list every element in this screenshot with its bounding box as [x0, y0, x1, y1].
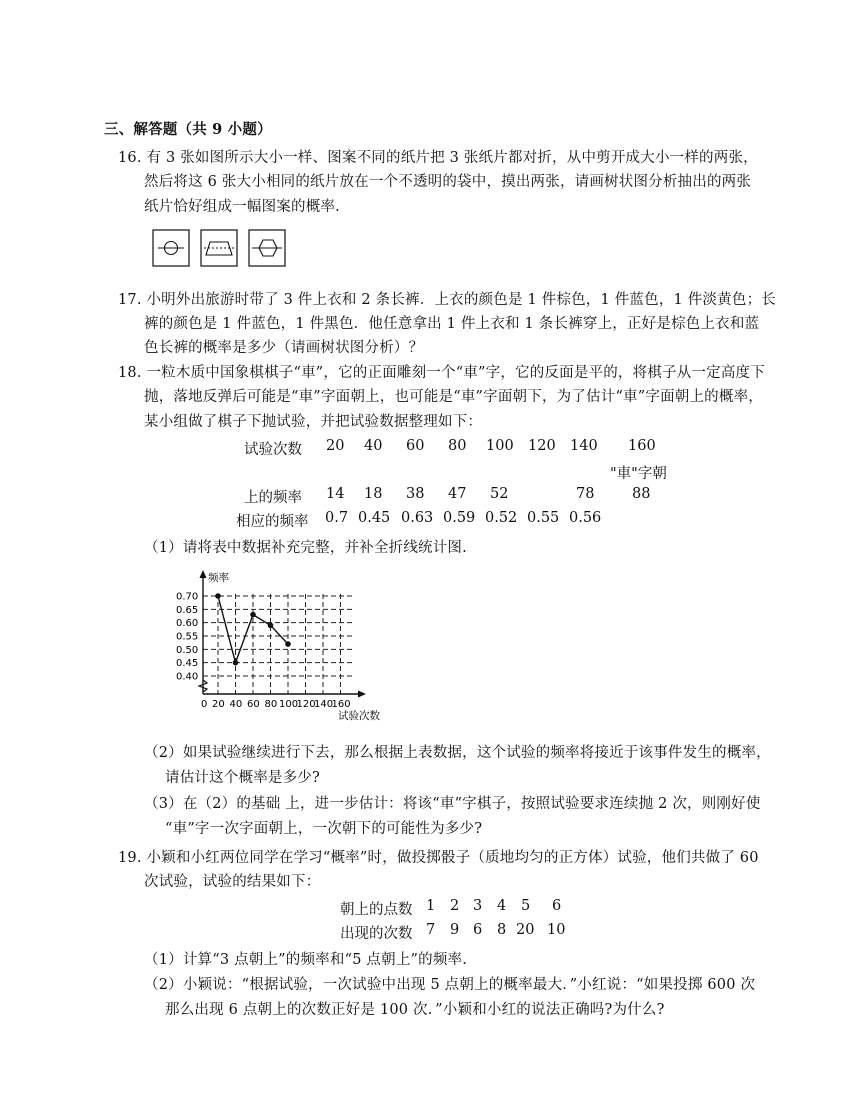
- table-cell: 0.55: [527, 510, 560, 526]
- card-circle-icon: [153, 230, 189, 266]
- y-tick-label: 0.65: [176, 604, 199, 616]
- x-tick-label: 60: [247, 699, 260, 710]
- y-tick-label: 0.55: [176, 631, 199, 643]
- x-tick-label: 100: [279, 699, 299, 710]
- q16-line-3: 纸片恰好组成一幅图案的概率.: [144, 199, 340, 215]
- table-cell: 4: [497, 898, 507, 914]
- table-header-up-b: 上的频率: [244, 490, 302, 506]
- x-tick-label: 120: [296, 699, 316, 710]
- y-axis-arrow-icon: [200, 570, 207, 578]
- q18-part-2-line-1: （2）如果试验继续进行下去，那么根据上表数据，这个试验的频率将接近于该事件发生的概率，: [144, 745, 771, 761]
- chart-x-ticks: [212, 699, 351, 710]
- chart-y-ticks: [176, 592, 198, 683]
- table-header-trials: 试验次数: [244, 442, 302, 458]
- data-point: [233, 660, 239, 666]
- chart-grid: [203, 594, 354, 694]
- table-cell: 80: [448, 438, 467, 454]
- q16-line-1: 16. 有 3 张如图所示大小一样、图案不同的纸片把 3 张纸片都对折，从中剪开成大小一样的两张，: [118, 150, 758, 166]
- table-cell: 3: [473, 898, 483, 914]
- q17-line-1: 17. 小明外出旅游时带了 3 件上衣和 2 条长裤．上衣的颜色是 1 件棕色，1 件蓝色，1 件淡黄色；长: [118, 292, 776, 308]
- q18-part-2-line-2: 请估计这个概率是多少?: [165, 770, 320, 786]
- table-cell: 18: [364, 486, 383, 502]
- card-trapezoid-icon: [201, 230, 237, 266]
- table-cell: 6: [473, 922, 483, 938]
- y-tick-label: 0.70: [176, 591, 199, 603]
- table-header-freq: 相应的频率: [236, 514, 309, 530]
- q18-line-3: 某小组做了棋子下抛试验，并把试验数据整理如下：: [144, 414, 483, 430]
- table-cell: 0.7: [325, 510, 349, 526]
- table-cell: 0.45: [358, 510, 391, 526]
- x-tick-label: 140: [314, 699, 334, 710]
- y-tick-label: 0.40: [176, 671, 199, 683]
- table-header-up-a: "車"字朝: [610, 466, 667, 482]
- table-cell: 8: [497, 922, 507, 938]
- table-header-points: 朝上的点数: [340, 902, 413, 918]
- q19-line-1: 19. 小颖和小红两位同学在学习“概率”时，做投掷骰子（质地均匀的正方体）试验，他们共做了 60: [118, 850, 759, 866]
- table-cell: 160: [628, 438, 656, 454]
- table-cell: 2: [450, 898, 460, 914]
- q18-line-1: 18. 一粒木质中国象棋棋子“車”，它的正面雕刻一个“車”字，它的反面是平的，将棋子从一定高度下: [118, 365, 765, 381]
- table-cell: 100: [486, 438, 514, 454]
- x-tick-label: 20: [212, 699, 225, 710]
- card-hexagon-icon: [249, 230, 285, 266]
- table-cell: 20: [516, 922, 535, 938]
- table-header-counts: 出现的次数: [340, 926, 413, 942]
- chart-origin-label: 0: [201, 699, 208, 710]
- section-title: 三、解答题（共 9 小题）: [104, 121, 272, 138]
- table-cell: 10: [547, 922, 566, 938]
- q19-part-1: （1）计算“3 点朝上”的频率和“5 点朝上”的频率.: [144, 952, 468, 968]
- table-cell: 52: [490, 486, 509, 502]
- y-tick-label: 0.60: [176, 618, 199, 630]
- table-cell: 9: [450, 922, 460, 938]
- table-cell: 5: [521, 898, 531, 914]
- data-point: [268, 623, 274, 629]
- q19-line-2: 次试验，试验的结果如下：: [144, 874, 321, 890]
- q18-part-1: （1）请将表中数据补充完整，并补全折线统计图.: [144, 540, 467, 556]
- x-tick-label: 40: [229, 699, 243, 710]
- q18-part-3-line-1: （3）在（2）的基础 上，进一步估计：将该“車”字棋子，按照试验要求连续抛 2 次，则刚好使: [144, 796, 761, 812]
- chart-y-label: 频率: [208, 572, 229, 584]
- table-cell: 78: [576, 486, 595, 502]
- x-axis-arrow-icon: [358, 691, 366, 698]
- y-tick-label: 0.50: [176, 644, 199, 656]
- table-cell: 60: [406, 438, 425, 454]
- q16-line-2: 然后将这 6 张大小相同的纸片放在一个不透明的袋中，摸出两张，请画树状图分析抽出的两张: [144, 174, 752, 190]
- table-cell: 1: [426, 898, 436, 914]
- table-cell: 140: [570, 438, 598, 454]
- table-cell: 0.52: [485, 510, 518, 526]
- q18-line-2: 抛，落地反弹后可能是“車”字面朝上，也可能是“車”字面朝下，为了估计“車”字面朝上的概率，: [144, 389, 763, 405]
- table-cell: 6: [552, 898, 562, 914]
- frequency-line-chart: [170, 566, 380, 726]
- paper-pattern-figure: [152, 229, 288, 269]
- x-tick-label: 160: [331, 699, 351, 710]
- table-cell: 88: [632, 486, 651, 502]
- q19-part-2-line-1: （2）小颖说：“根据试验，一次试验中出现 5 点朝上的概率最大．”小红说：“如果投掷 600 次: [144, 977, 756, 993]
- table-cell: 0.56: [569, 510, 602, 526]
- table-cell: 7: [426, 922, 436, 938]
- table-cell: 0.59: [443, 510, 476, 526]
- data-point: [250, 612, 256, 618]
- y-tick-label: 0.45: [176, 658, 199, 670]
- data-point: [215, 593, 221, 599]
- table-cell: 14: [326, 486, 345, 502]
- q18-part-3-line-2: “車”字一次字面朝上，一次朝下的可能性为多少?: [165, 821, 483, 837]
- table-cell: 20: [326, 438, 345, 454]
- table-cell: 0.63: [401, 510, 434, 526]
- table-cell: 38: [406, 486, 425, 502]
- q17-line-2: 裤的颜色是 1 件蓝色，1 件黑色．他任意拿出 1 件上衣和 1 条长裤穿上，正好是棕色上衣和蓝: [144, 316, 760, 332]
- chart-x-label: 试验次数: [338, 710, 380, 722]
- q19-part-2-line-2: 那么出现 6 点朝上的次数正好是 100 次．”小颖和小红的说法正确吗?为什么?: [165, 1002, 665, 1018]
- table-cell: 120: [528, 438, 556, 454]
- table-cell: 40: [364, 438, 383, 454]
- q17-line-3: 色长裤的概率是多少（请画树状图分析）？: [144, 340, 424, 356]
- data-point: [285, 641, 291, 647]
- table-cell: 47: [448, 486, 467, 502]
- x-tick-label: 80: [264, 699, 278, 710]
